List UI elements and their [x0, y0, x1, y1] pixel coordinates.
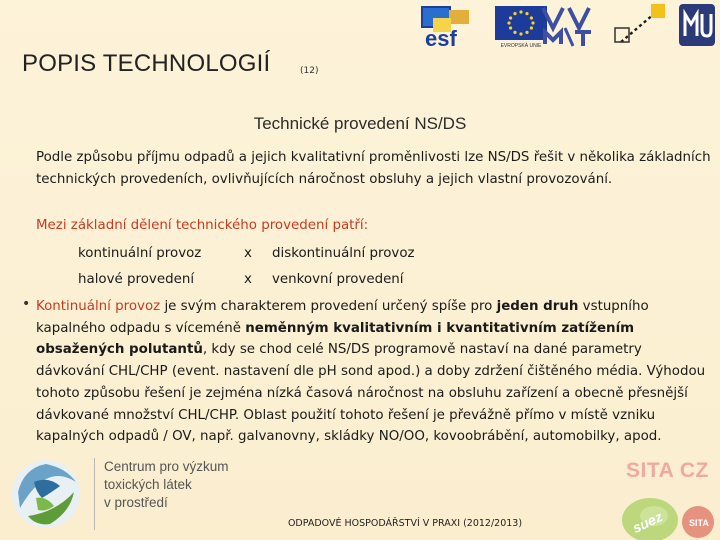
- bullet-text-1b: vstupního kapalného odpadu s víceméně: [36, 299, 649, 336]
- sita-logo-text: SITA CZ: [626, 459, 709, 482]
- org-line-3: v prostředí: [104, 495, 168, 510]
- suez-text: suez: [629, 508, 665, 536]
- bullet-bold-2: neměnným kvalitativním i kvantitativním zatížením obsažených polutantů: [36, 320, 635, 358]
- bullet-text-2: , kdy se chod celé NS/DS programově nastaví na dané parametry dávkování CHL/CHP (event. nastavení dle pH sond apod.) a doby zdržení čištěného média. Výhodou tohoto způsobu řešení je zejména nízká časová náročnost na obsluhu zařízení a obecně přesnější dávkované množství CHL/CHP. Oblast použití tohoto řešení je převážně přímo v místě vzniku kapalných odpadů / OV, např. galvanovny, skládky NO/OO, kovoobrábění, automobilky, apod.: [36, 342, 706, 445]
- mu-logo: [677, 2, 717, 48]
- header-logo-bar: [415, 0, 720, 52]
- eu-caption: EVROPSKÁ UNIE: [500, 43, 542, 48]
- bullet-term: Kontinuální provoz: [36, 299, 161, 314]
- division-heading: Mezi základní dělení technického provedení patří:: [36, 218, 369, 233]
- pair-sep-2: x: [244, 272, 252, 287]
- bullet-paragraph: [36, 296, 712, 448]
- bullet-marker: •: [22, 296, 31, 312]
- footer-org-name: [104, 458, 274, 512]
- footer-course-title: ODPADOVÉ HOSPODÁŘSTVÍ V PRAXI (2012/2013): [287, 518, 523, 529]
- pair-right-1: diskontinuální provoz: [272, 246, 415, 261]
- bullet-bold-1: jeden druh: [496, 299, 579, 314]
- intro-paragraph: Podle způsobu příjmu odpadů a jejich kvalitativní proměnlivosti lze NS/DS řešit v několika základních technických provedeních, ovlivňujících náročnost obsluhy a jejich vlastní provozování.: [36, 150, 711, 187]
- op-vk-logo: [611, 2, 671, 48]
- bullet-text-1: je svým charakterem provedení určený spíše pro: [160, 299, 497, 314]
- suez-logo: [620, 486, 720, 540]
- msmt-logo: [539, 2, 605, 48]
- section-subtitle: Technické provedení NS/DS: [253, 114, 467, 133]
- pair-right-2: venkovní provedení: [272, 272, 404, 287]
- slide-title: POPIS TECHNOLOGIÍ: [22, 50, 271, 77]
- esf-logo: [419, 4, 487, 48]
- org-line-2: toxických látek: [104, 477, 192, 492]
- svg-text:esf: esf: [425, 26, 457, 48]
- org-line-1: Centrum pro výzkum: [104, 459, 229, 474]
- svg-text:SITA: SITA: [689, 518, 709, 528]
- pair-sep-1: x: [244, 246, 252, 261]
- pair-left-2: halové provedení: [78, 272, 195, 287]
- pair-left-1: kontinuální provoz: [78, 246, 202, 261]
- slide-number: (12): [300, 66, 319, 76]
